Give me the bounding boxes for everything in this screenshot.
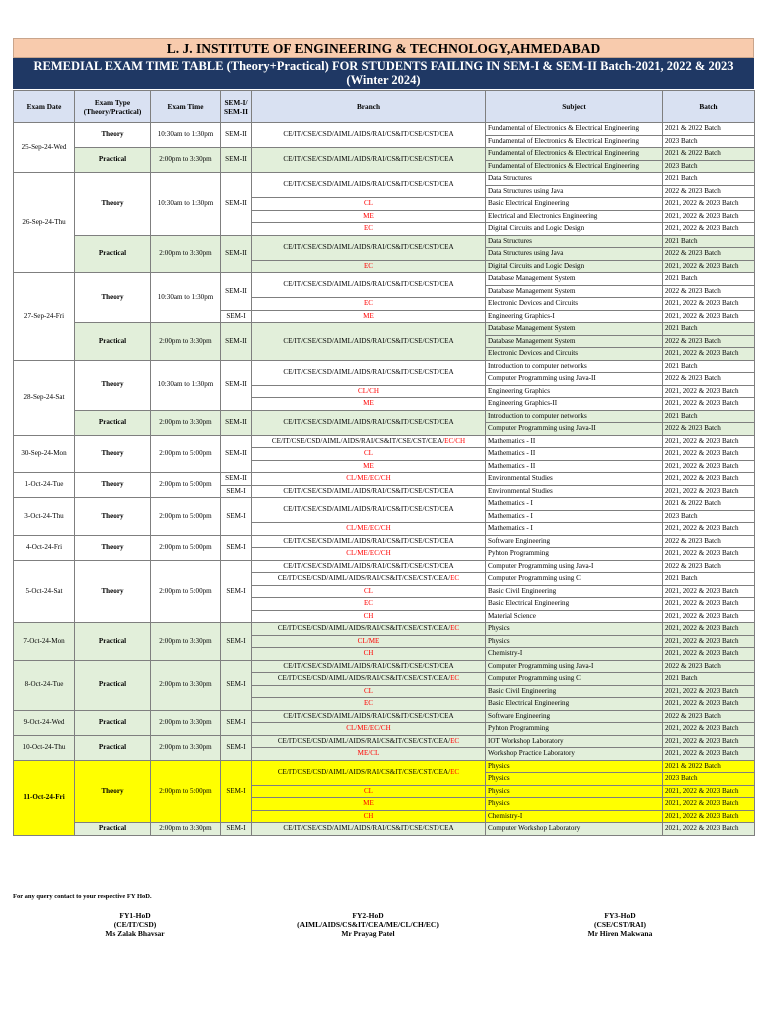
batch: 2021, 2022 & 2023 Batch — [663, 310, 755, 323]
exam-time: 2:00pm to 3:30pm — [151, 710, 221, 735]
exam-sem: SEM-I — [221, 710, 252, 735]
exam-time: 2:00pm to 3:30pm — [151, 410, 221, 435]
subject: Basic Civil Engineering — [486, 585, 663, 598]
branch: CE/IT/CSE/CSD/AIML/AIDS/RAI/CS&IT/CSE/CST/CEA — [252, 485, 486, 498]
branch-main: CE/IT/CSE/CSD/AIML/AIDS/RAI/CS&IT/CSE/CST/CEA/ — [277, 574, 451, 582]
table-header-row — [14, 91, 755, 123]
batch: 2021, 2022 & 2023 Batch — [663, 473, 755, 486]
exam-type: Theory — [75, 560, 151, 623]
table-row — [14, 535, 755, 548]
subject: Physics — [486, 760, 663, 773]
branch: ME — [252, 398, 486, 411]
hod-block-fy1 — [70, 911, 200, 938]
title-line-1: REMEDIAL EXAM TIME TABLE (Theory+Practical) FOR STUDENTS FAILING IN SEM-I & SEM-II Batch-2021, 2022 & 2023 — [33, 59, 734, 73]
batch: 2021, 2022 & 2023 Batch — [663, 398, 755, 411]
subject: Electrical and Electronics Engineering — [486, 210, 663, 223]
subject: Physics — [486, 785, 663, 798]
batch: 2021 Batch — [663, 235, 755, 248]
exam-type: Theory — [75, 360, 151, 410]
subject: Data Structures — [486, 235, 663, 248]
subject: Database Management System — [486, 323, 663, 336]
exam-time: 2:00pm to 3:30pm — [151, 823, 221, 836]
col-header-sem: SEM-I/ SEM-II — [221, 91, 252, 123]
exam-date: 8-Oct-24-Tue — [14, 660, 75, 710]
exam-type: Theory — [75, 473, 151, 498]
batch: 2021, 2022 & 2023 Batch — [663, 748, 755, 761]
batch: 2021, 2022 & 2023 Batch — [663, 585, 755, 598]
branch: ME — [252, 310, 486, 323]
batch: 2022 & 2023 Batch — [663, 248, 755, 261]
subject: Computer Programming using Java-II — [486, 373, 663, 386]
branch: CH — [252, 648, 486, 661]
exam-sem: SEM-I — [221, 498, 252, 536]
branch-main: CE/IT/CSE/CSD/AIML/AIDS/RAI/CS&IT/CSE/CST/CEA/ — [277, 767, 451, 776]
exam-time: 2:00pm to 5:00pm — [151, 535, 221, 560]
footer-note: For any query contact to your respective FY HoD. — [13, 893, 152, 900]
batch: 2021, 2022 & 2023 Batch — [663, 598, 755, 611]
branch: CE/IT/CSE/CSD/AIML/AIDS/RAI/CS&IT/CSE/CST/CEA — [252, 235, 486, 260]
subject: Data Structures using Java — [486, 185, 663, 198]
batch: 2021, 2022 & 2023 Batch — [663, 448, 755, 461]
batch: 2021, 2022 & 2023 Batch — [663, 685, 755, 698]
table-row — [14, 735, 755, 748]
branch: CE/IT/CSE/CSD/AIML/AIDS/RAI/CS&IT/CSE/CST/CEA — [252, 660, 486, 673]
branch: CH — [252, 610, 486, 623]
subject: Basic Electrical Engineering — [486, 198, 663, 211]
branch-extra: EC — [450, 574, 460, 582]
table-row — [14, 710, 755, 723]
col-header-branch: Branch — [252, 91, 486, 123]
batch: 2021, 2022 & 2023 Batch — [663, 623, 755, 636]
exam-date: 3-Oct-24-Thu — [14, 498, 75, 536]
col-header-subject: Subject — [486, 91, 663, 123]
batch: 2021, 2022 & 2023 Batch — [663, 823, 755, 836]
exam-type: Theory — [75, 173, 151, 236]
batch: 2022 & 2023 Batch — [663, 660, 755, 673]
subject: Physics — [486, 635, 663, 648]
exam-type: Theory — [75, 760, 151, 823]
subject: Engineering Graphics-I — [486, 310, 663, 323]
batch: 2021, 2022 & 2023 Batch — [663, 785, 755, 798]
subject: Computer Programming using Java-I — [486, 560, 663, 573]
exam-type: Practical — [75, 235, 151, 273]
branch — [252, 760, 486, 785]
exam-time: 10:30am to 1:30pm — [151, 173, 221, 236]
branch: CL/ME/EC/CH — [252, 473, 486, 486]
batch: 2021, 2022 & 2023 Batch — [663, 210, 755, 223]
batch: 2021, 2022 & 2023 Batch — [663, 635, 755, 648]
subject: Mathematics - I — [486, 523, 663, 536]
branch — [252, 735, 486, 748]
subject: Digital Circuits and Logic Design — [486, 260, 663, 273]
batch: 2022 & 2023 Batch — [663, 285, 755, 298]
branch: CL/ME — [252, 635, 486, 648]
batch: 2022 & 2023 Batch — [663, 535, 755, 548]
exam-time: 2:00pm to 5:00pm — [151, 498, 221, 536]
batch: 2021 & 2022 Batch — [663, 498, 755, 511]
exam-sem: SEM-I — [221, 760, 252, 823]
batch: 2021, 2022 & 2023 Batch — [663, 548, 755, 561]
branch: CL — [252, 585, 486, 598]
subject: Mathematics - II — [486, 460, 663, 473]
exam-type: Practical — [75, 323, 151, 361]
exam-time: 2:00pm to 3:30pm — [151, 323, 221, 361]
table-row — [14, 435, 755, 448]
hod-name: Ms Zalak Bhavsar — [105, 929, 165, 938]
table-row — [14, 148, 755, 161]
branch: CE/IT/CSE/CSD/AIML/AIDS/RAI/CS&IT/CSE/CST/CEA — [252, 173, 486, 198]
batch: 2021, 2022 & 2023 Batch — [663, 385, 755, 398]
batch: 2021, 2022 & 2023 Batch — [663, 485, 755, 498]
hod-name: Mr Hiren Makwana — [587, 929, 653, 938]
table-row — [14, 473, 755, 486]
subject: Mathematics - I — [486, 510, 663, 523]
exam-time: 2:00pm to 3:30pm — [151, 235, 221, 273]
subject: Environmental Studies — [486, 485, 663, 498]
exam-time: 2:00pm to 5:00pm — [151, 560, 221, 623]
branch: ME — [252, 798, 486, 811]
exam-sem: SEM-II — [221, 235, 252, 273]
branch: ME/CL — [252, 748, 486, 761]
batch: 2021, 2022 & 2023 Batch — [663, 298, 755, 311]
exam-type: Theory — [75, 435, 151, 473]
exam-date: 1-Oct-24-Tue — [14, 473, 75, 498]
subject: Material Science — [486, 610, 663, 623]
exam-type: Practical — [75, 660, 151, 710]
table-row — [14, 560, 755, 573]
subject: Electronic Devices and Circuits — [486, 348, 663, 361]
batch: 2022 & 2023 Batch — [663, 373, 755, 386]
branch: CE/IT/CSE/CSD/AIML/AIDS/RAI/CS&IT/CSE/CST/CEA — [252, 323, 486, 361]
subject: Introduction to computer networks — [486, 360, 663, 373]
subject: Basic Electrical Engineering — [486, 598, 663, 611]
branch: CL/CH — [252, 385, 486, 398]
subject: Database Management System — [486, 273, 663, 286]
exam-time: 2:00pm to 3:30pm — [151, 735, 221, 760]
batch: 2021, 2022 & 2023 Batch — [663, 198, 755, 211]
batch: 2021, 2022 & 2023 Batch — [663, 523, 755, 536]
batch: 2021 Batch — [663, 410, 755, 423]
table-row — [14, 498, 755, 511]
branch — [252, 673, 486, 686]
subject: Basic Civil Engineering — [486, 685, 663, 698]
branch-extra: EC — [450, 624, 460, 632]
title-line-2: (Winter 2024) — [346, 73, 421, 87]
batch: 2021, 2022 & 2023 Batch — [663, 698, 755, 711]
table-row — [14, 323, 755, 336]
subject: Data Structures — [486, 173, 663, 186]
subject: Pyhton Programming — [486, 723, 663, 736]
hod-branches: (CSE/CST/RAI) — [593, 920, 647, 929]
branch: CL/ME/EC/CH — [252, 523, 486, 536]
branch: CE/IT/CSE/CSD/AIML/AIDS/RAI/CS&IT/CSE/CST/CEA — [252, 498, 486, 523]
hod-name: Mr Prayag Patel — [341, 929, 395, 938]
table-row — [14, 235, 755, 248]
exam-sem: SEM-I — [221, 823, 252, 836]
exam-sem: SEM-I — [221, 735, 252, 760]
subject: Engineering Graphics-II — [486, 398, 663, 411]
exam-time: 10:30am to 1:30pm — [151, 360, 221, 410]
batch: 2021 Batch — [663, 323, 755, 336]
exam-sem: SEM-II — [221, 273, 252, 311]
branch — [252, 623, 486, 636]
branch-main: CE/IT/CSE/CSD/AIML/AIDS/RAI/CS&IT/CSE/CST/CEA/ — [277, 736, 451, 745]
batch: 2021 Batch — [663, 673, 755, 686]
batch: 2021 Batch — [663, 173, 755, 186]
hod-title: FY2-HoD — [352, 911, 384, 920]
subject: Database Management System — [486, 335, 663, 348]
exam-time: 10:30am to 1:30pm — [151, 123, 221, 148]
batch: 2021 Batch — [663, 360, 755, 373]
exam-date: 27-Sep-24-Fri — [14, 273, 75, 361]
branch-extra: EC — [450, 736, 460, 745]
batch: 2021, 2022 & 2023 Batch — [663, 223, 755, 236]
exam-sem: SEM-I — [221, 485, 252, 498]
exam-date: 28-Sep-24-Sat — [14, 360, 75, 435]
batch: 2021, 2022 & 2023 Batch — [663, 260, 755, 273]
branch: CE/IT/CSE/CSD/AIML/AIDS/RAI/CS&IT/CSE/CST/CEA — [252, 560, 486, 573]
batch: 2022 & 2023 Batch — [663, 423, 755, 436]
batch: 2022 & 2023 Batch — [663, 710, 755, 723]
exam-sem: SEM-I — [221, 535, 252, 560]
exam-sem: SEM-II — [221, 123, 252, 148]
batch: 2021, 2022 & 2023 Batch — [663, 735, 755, 748]
branch — [252, 573, 486, 586]
subject: Computer Programming using Java-II — [486, 423, 663, 436]
branch-extra: EC/CH — [444, 436, 466, 445]
subject: Engineering Graphics — [486, 385, 663, 398]
subject: Software Engineering — [486, 535, 663, 548]
exam-time: 2:00pm to 5:00pm — [151, 435, 221, 473]
subject: Chemistry-I — [486, 648, 663, 661]
timetable — [13, 90, 755, 836]
subject: Environmental Studies — [486, 473, 663, 486]
exam-date: 5-Oct-24-Sat — [14, 560, 75, 623]
batch: 2021 & 2022 Batch — [663, 123, 755, 136]
exam-sem: SEM-I — [221, 623, 252, 661]
subject: Fundamental of Electronics & Electrical Engineering — [486, 123, 663, 136]
batch: 2022 & 2023 Batch — [663, 560, 755, 573]
branch: CE/IT/CSE/CSD/AIML/AIDS/RAI/CS&IT/CSE/CST/CEA — [252, 360, 486, 385]
batch: 2021 Batch — [663, 573, 755, 586]
exam-sem: SEM-II — [221, 148, 252, 173]
subject: Computer Programming using C — [486, 573, 663, 586]
table-row — [14, 410, 755, 423]
batch: 2021, 2022 & 2023 Batch — [663, 348, 755, 361]
hod-block-fy2 — [268, 911, 468, 938]
branch: EC — [252, 260, 486, 273]
table-row — [14, 623, 755, 636]
exam-date: 26-Sep-24-Thu — [14, 173, 75, 273]
branch: CH — [252, 810, 486, 823]
branch: CL/ME/EC/CH — [252, 548, 486, 561]
col-header-type: Exam Type (Theory/Practical) — [75, 91, 151, 123]
subject: Database Management System — [486, 285, 663, 298]
exam-type: Theory — [75, 498, 151, 536]
exam-type: Practical — [75, 623, 151, 661]
exam-sem: SEM-II — [221, 435, 252, 473]
table-row — [14, 360, 755, 373]
exam-date: 9-Oct-24-Wed — [14, 710, 75, 735]
exam-sem: SEM-II — [221, 360, 252, 410]
exam-type: Theory — [75, 535, 151, 560]
branch: ME — [252, 210, 486, 223]
subject: Workshop Practice Laboratory — [486, 748, 663, 761]
exam-type: Practical — [75, 410, 151, 435]
col-header-time: Exam Time — [151, 91, 221, 123]
exam-time: 2:00pm to 3:30pm — [151, 623, 221, 661]
hod-block-fy3 — [555, 911, 685, 938]
subject: Computer Programming using Java-I — [486, 660, 663, 673]
exam-type: Practical — [75, 710, 151, 735]
exam-date: 30-Sep-24-Mon — [14, 435, 75, 473]
branch-main: CE/IT/CSE/CSD/AIML/AIDS/RAI/CS&IT/CSE/CST/CEA/ — [277, 624, 451, 632]
exam-type: Theory — [75, 273, 151, 323]
batch: 2023 Batch — [663, 135, 755, 148]
exam-sem: SEM-II — [221, 410, 252, 435]
exam-sem: SEM-II — [221, 173, 252, 236]
branch: EC — [252, 298, 486, 311]
exam-sem: SEM-I — [221, 660, 252, 710]
branch: CL — [252, 448, 486, 461]
timetable-title — [13, 58, 754, 89]
branch: CE/IT/CSE/CSD/AIML/AIDS/RAI/CS&IT/CSE/CST/CEA — [252, 823, 486, 836]
branch: ME — [252, 460, 486, 473]
table-row — [14, 760, 755, 773]
batch: 2021 & 2022 Batch — [663, 148, 755, 161]
branch: EC — [252, 598, 486, 611]
exam-sem: SEM-II — [221, 323, 252, 361]
branch: CE/IT/CSE/CSD/AIML/AIDS/RAI/CS&IT/CSE/CST/CEA — [252, 535, 486, 548]
subject: Pyhton Programming — [486, 548, 663, 561]
branch-main: CE/IT/CSE/CSD/AIML/AIDS/RAI/CS&IT/CSE/CST/CEA/ — [271, 436, 445, 445]
exam-date: 4-Oct-24-Fri — [14, 535, 75, 560]
branch: CE/IT/CSE/CSD/AIML/AIDS/RAI/CS&IT/CSE/CST/CEA — [252, 710, 486, 723]
branch-extra: EC — [450, 767, 460, 776]
branch: CE/IT/CSE/CSD/AIML/AIDS/RAI/CS&IT/CSE/CST/CEA — [252, 148, 486, 173]
branch-main: CE/IT/CSE/CSD/AIML/AIDS/RAI/CS&IT/CSE/CST/CEA/ — [277, 674, 451, 682]
batch: 2021, 2022 & 2023 Batch — [663, 723, 755, 736]
branch: CL — [252, 785, 486, 798]
hod-branches: (AIML/AIDS/CS&IT/CEA/ME/CL/CH/EC) — [297, 920, 439, 929]
subject: Introduction to computer networks — [486, 410, 663, 423]
branch: CE/IT/CSE/CSD/AIML/AIDS/RAI/CS&IT/CSE/CST/CEA — [252, 123, 486, 148]
batch: 2021, 2022 & 2023 Batch — [663, 435, 755, 448]
exam-sem: SEM-I — [221, 310, 252, 323]
branch: CE/IT/CSE/CSD/AIML/AIDS/RAI/CS&IT/CSE/CST/CEA — [252, 410, 486, 435]
table-row — [14, 173, 755, 186]
hod-branches: (CE/IT/CSD) — [113, 920, 157, 929]
subject: Fundamental of Electronics & Electrical Engineering — [486, 148, 663, 161]
batch: 2022 & 2023 Batch — [663, 335, 755, 348]
subject: Fundamental of Electronics & Electrical Engineering — [486, 135, 663, 148]
exam-time: 2:00pm to 3:30pm — [151, 148, 221, 173]
subject: Fundamental of Electronics & Electrical Engineering — [486, 160, 663, 173]
exam-time: 2:00pm to 5:00pm — [151, 760, 221, 823]
batch: 2021, 2022 & 2023 Batch — [663, 648, 755, 661]
table-row — [14, 123, 755, 136]
exam-date: 7-Oct-24-Mon — [14, 623, 75, 661]
batch: 2021, 2022 & 2023 Batch — [663, 810, 755, 823]
subject: Basic Electrical Engineering — [486, 698, 663, 711]
exam-time: 10:30am to 1:30pm — [151, 273, 221, 323]
batch: 2021 Batch — [663, 273, 755, 286]
batch: 2022 & 2023 Batch — [663, 185, 755, 198]
subject: Mathematics - II — [486, 448, 663, 461]
exam-type: Theory — [75, 123, 151, 148]
subject: Digital Circuits and Logic Design — [486, 223, 663, 236]
batch: 2021 & 2022 Batch — [663, 760, 755, 773]
branch: EC — [252, 698, 486, 711]
subject: Mathematics - II — [486, 435, 663, 448]
subject: Software Engineering — [486, 710, 663, 723]
subject: Physics — [486, 798, 663, 811]
institute-title: L. J. INSTITUTE OF ENGINEERING & TECHNOLOGY,AHMEDABAD — [13, 38, 754, 58]
col-header-date: Exam Date — [14, 91, 75, 123]
batch: 2021, 2022 & 2023 Batch — [663, 610, 755, 623]
branch: CE/IT/CSE/CSD/AIML/AIDS/RAI/CS&IT/CSE/CST/CEA — [252, 273, 486, 298]
hod-title: FY3-HoD — [604, 911, 636, 920]
table-row — [14, 660, 755, 673]
branch-extra: EC — [450, 674, 460, 682]
branch: CL/ME/EC/CH — [252, 723, 486, 736]
exam-time: 2:00pm to 3:30pm — [151, 660, 221, 710]
batch: 2023 Batch — [663, 160, 755, 173]
exam-type: Practical — [75, 148, 151, 173]
batch: 2023 Batch — [663, 773, 755, 786]
batch: 2021, 2022 & 2023 Batch — [663, 798, 755, 811]
batch: 2021, 2022 & 2023 Batch — [663, 460, 755, 473]
exam-date: 11-Oct-24-Fri — [14, 760, 75, 835]
exam-date: 25-Sep-24-Wed — [14, 123, 75, 173]
subject: Data Structures using Java — [486, 248, 663, 261]
branch: CL — [252, 198, 486, 211]
subject: Mathematics - I — [486, 498, 663, 511]
subject: Electronic Devices and Circuits — [486, 298, 663, 311]
hod-title: FY1-HoD — [119, 911, 151, 920]
branch: EC — [252, 223, 486, 236]
subject: Computer Workshop Laboratory — [486, 823, 663, 836]
exam-date: 10-Oct-24-Thu — [14, 735, 75, 760]
batch: 2023 Batch — [663, 510, 755, 523]
subject: Computer Programming using C — [486, 673, 663, 686]
branch: CL — [252, 685, 486, 698]
col-header-batch: Batch — [663, 91, 755, 123]
table-row — [14, 273, 755, 286]
subject: IOT Workshop Laboratory — [486, 735, 663, 748]
exam-time: 2:00pm to 5:00pm — [151, 473, 221, 498]
subject: Chemistry-I — [486, 810, 663, 823]
subject: Physics — [486, 623, 663, 636]
branch — [252, 435, 486, 448]
exam-type: Practical — [75, 735, 151, 760]
exam-sem: SEM-I — [221, 560, 252, 623]
subject: Physics — [486, 773, 663, 786]
table-row — [14, 823, 755, 836]
exam-sem: SEM-II — [221, 473, 252, 486]
exam-type: Practical — [75, 823, 151, 836]
